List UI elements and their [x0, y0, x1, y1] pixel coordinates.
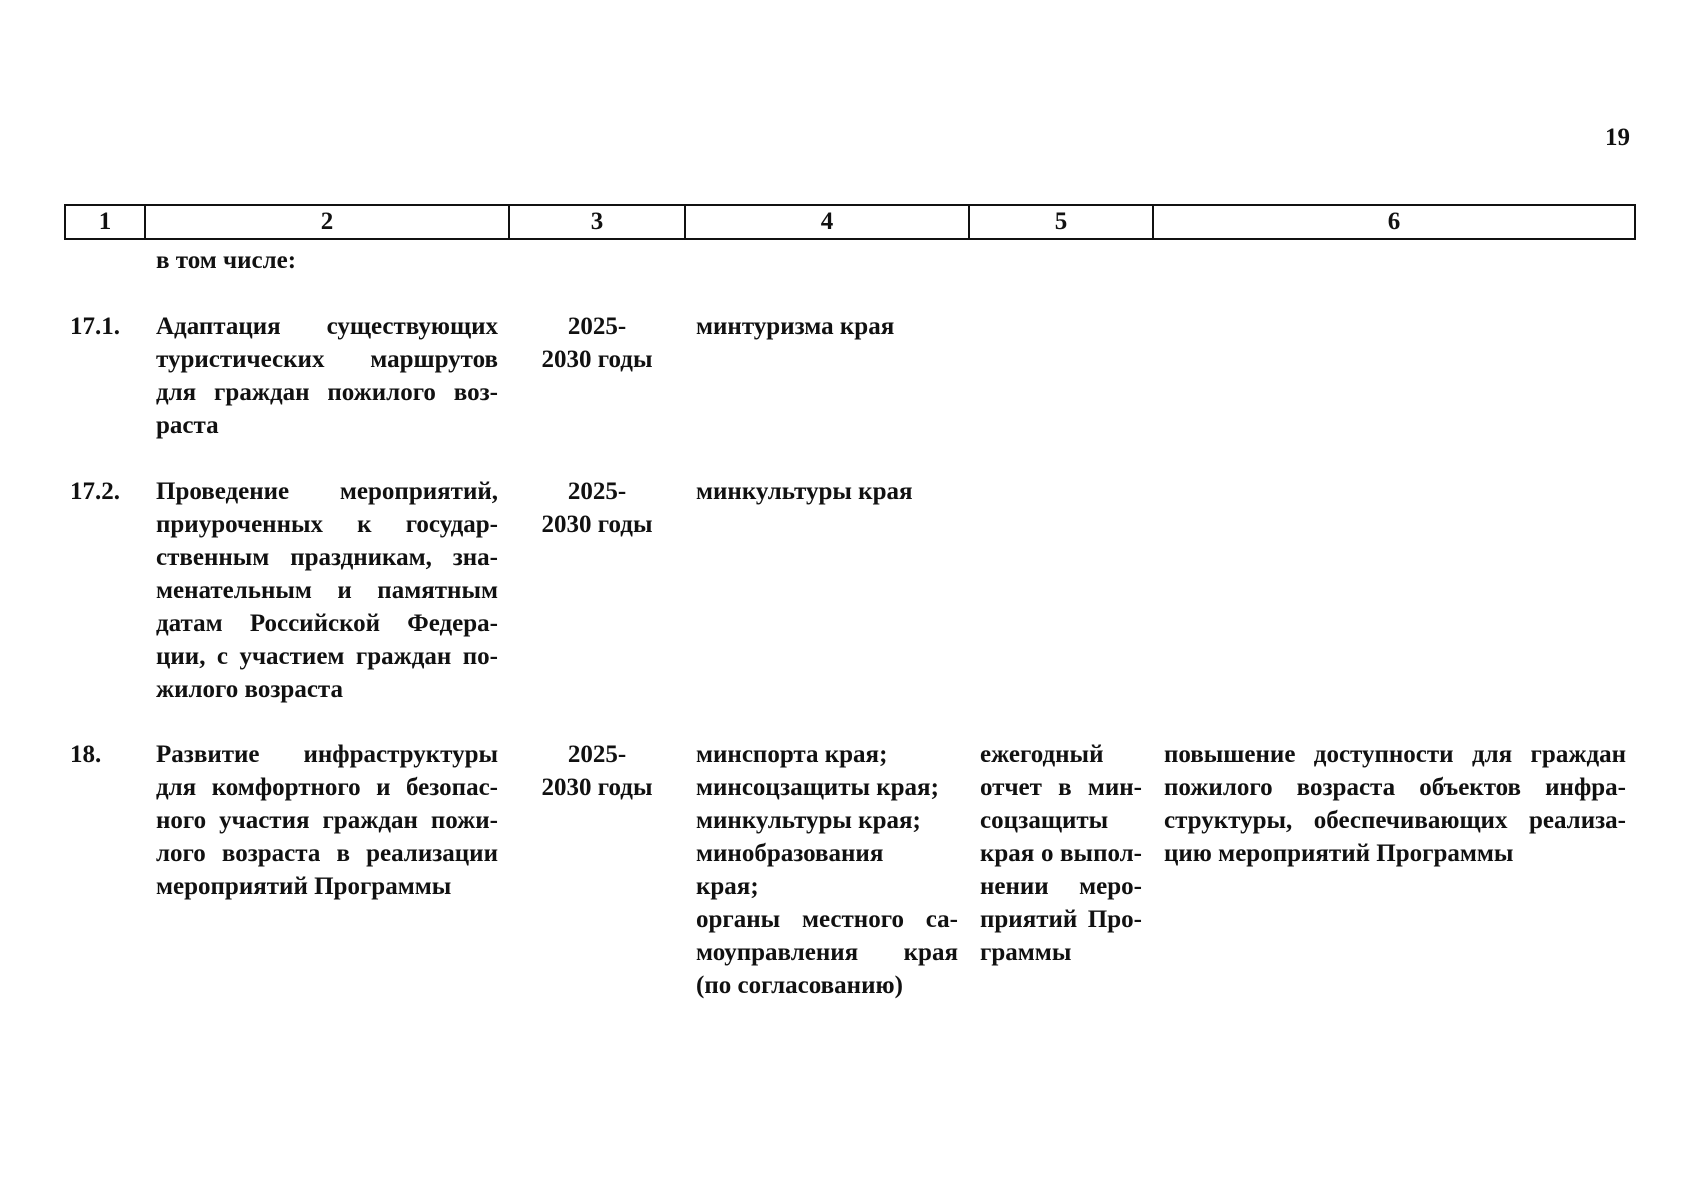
row-17-2-name-line: датам Российской Федера-	[156, 610, 498, 637]
row-18-executor-line: минкультуры края;	[696, 807, 921, 834]
row-17-2-period	[526, 475, 668, 541]
row-17-2-name	[156, 475, 498, 706]
row-17-2-name-line: жилого возраста	[156, 676, 343, 703]
table-header-row	[64, 204, 1636, 240]
row-18-executor	[696, 738, 958, 1002]
subheading: в том числе:	[156, 247, 297, 274]
row-18-executor-line: минсоцзащиты края;	[696, 774, 939, 801]
row-18-result-line: пожилого возраста объектов инфра-	[1164, 774, 1626, 801]
row-18-report-line: нении меро-	[980, 873, 1142, 900]
row-18-name-line: для комфортного и безопас-	[156, 774, 498, 801]
row-18-result-line: повышение доступности для граждан	[1164, 741, 1626, 768]
row-18-report-line: граммы	[980, 939, 1072, 966]
row-18-report-line: приятий Про-	[980, 906, 1142, 933]
row-18-result-line: цию мероприятий Программы	[1164, 840, 1514, 867]
row-18-report-line: соцзащиты	[980, 807, 1109, 834]
row-18-name-line: мероприятий Программы	[156, 873, 452, 900]
row-17-1-period-line: 2030 годы	[541, 346, 653, 373]
header-column-5: 5	[970, 206, 1154, 238]
row-17-1-name-line: Адаптация существующих	[156, 313, 498, 340]
row-17-2-executor-line: минкультуры края	[696, 478, 913, 505]
row-17-1-name-line: раста	[156, 412, 219, 439]
header-column-1: 1	[66, 206, 146, 238]
row-18-name-line: Развитие инфраструктуры	[156, 741, 498, 768]
row-18-result	[1164, 738, 1626, 870]
page-number: 19	[1605, 124, 1630, 151]
row-17-1-name-line: для граждан пожилого воз-	[156, 379, 498, 406]
row-17-2-period-line: 2030 годы	[541, 511, 653, 538]
row-18-name-line: лого возраста в реализации	[156, 840, 498, 867]
header-column-2: 2	[146, 206, 510, 238]
row-17-1-executor-line: минтуризма края	[696, 313, 895, 340]
row-18-report	[980, 738, 1142, 969]
row-18-report-line: ежегодный	[980, 741, 1104, 768]
row-17-1-period	[526, 310, 668, 376]
row-18-executor-line: органы местного са-	[696, 906, 958, 933]
row-17-2-name-line: приуроченных к государ-	[156, 511, 498, 538]
row-17-2-number: 17.2.	[70, 478, 120, 505]
row-18-number: 18.	[70, 741, 102, 768]
row-18-period	[526, 738, 668, 804]
row-18-report-line: края о выпол-	[980, 840, 1142, 867]
row-18-executor-line: минспорта края;	[696, 741, 888, 768]
row-18-report-line: отчет в мин-	[980, 774, 1142, 801]
row-17-2-name-line: ственным праздникам, зна-	[156, 544, 498, 571]
row-17-2-executor	[696, 475, 958, 508]
row-18-executor-line: края;	[696, 873, 759, 900]
row-17-1-number: 17.1.	[70, 313, 120, 340]
row-17-2-period-line: 2025-	[567, 478, 627, 505]
header-column-4: 4	[686, 206, 970, 238]
row-17-2-name-line: ции, с участием граждан по-	[156, 643, 498, 670]
row-18-executor-line: моуправления края	[696, 939, 958, 966]
row-17-1-period-line: 2025-	[567, 313, 627, 340]
row-17-1-name-line: туристических маршрутов	[156, 346, 498, 373]
row-18-executor-line: (по согласованию)	[696, 972, 903, 999]
row-18-name-line: ного участия граждан пожи-	[156, 807, 498, 834]
row-17-2-name-line: Проведение мероприятий,	[156, 478, 498, 505]
row-18-period-line: 2025-	[567, 741, 627, 768]
row-17-1-name	[156, 310, 498, 442]
row-18-result-line: структуры, обеспечивающих реализа-	[1164, 807, 1626, 834]
header-column-6: 6	[1387, 208, 1401, 235]
row-18-period-line: 2030 годы	[541, 774, 653, 801]
row-17-2-name-line: менательным и памятным	[156, 577, 498, 604]
row-18-name	[156, 738, 498, 903]
header-column-3: 3	[510, 206, 686, 238]
row-18-executor-line: минобразования	[696, 840, 884, 867]
row-17-1-executor	[696, 310, 958, 343]
